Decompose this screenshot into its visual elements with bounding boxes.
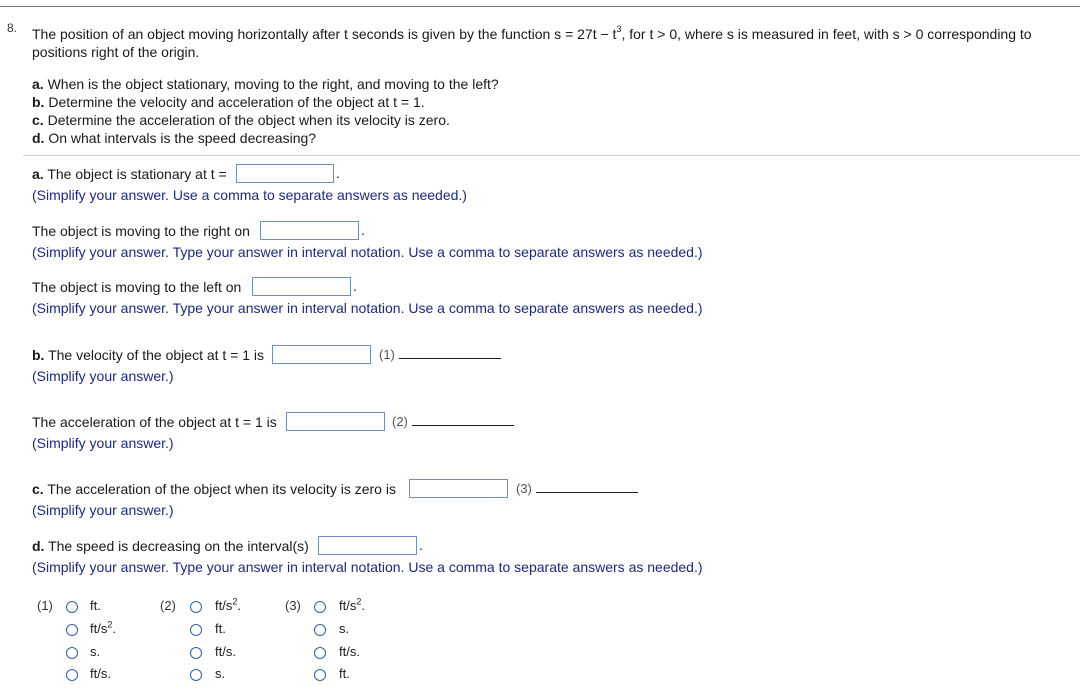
acceleration-unit-ref: (2) [392,414,408,429]
unit-1-option-2-radio[interactable] [66,624,78,636]
speed-decreasing-label: d. The speed is decreasing on the interval(s) [32,538,309,554]
unit-1-option-4-text: ft/s. [90,666,111,681]
moving-right-period: . [361,222,365,238]
unit-1-option-3-radio[interactable] [66,647,78,659]
unit-2-option-1-radio[interactable] [190,601,202,613]
stationary-hint: (Simplify your answer. Use a comma to separate answers as needed.) [32,187,467,203]
moving-left-period: . [353,278,357,294]
moving-left-input[interactable] [252,277,351,296]
moving-right-label: The object is moving to the right on [32,223,250,239]
stationary-label: a. The object is stationary at t = [32,166,227,182]
unit-1-option-1-text: ft. [90,598,101,613]
unit-2-option-2-text: ft. [215,621,226,636]
unit-3-option-4-radio[interactable] [314,669,326,681]
velocity-hint: (Simplify your answer.) [32,368,174,384]
speed-decreasing-hint: (Simplify your answer. Type your answer in interval notation. Use a comma to separate answers as needed.) [32,559,703,575]
acceleration-hint: (Simplify your answer.) [32,435,174,451]
unit-2-option-3-radio[interactable] [190,647,202,659]
question-number: 8. [7,21,18,35]
zero-velocity-accel-hint: (Simplify your answer.) [32,502,174,518]
unit-1-option-2-text: $ft/s^2$. [90,619,116,636]
unit-3-option-4-text: ft. [339,666,350,681]
unit-1-option-4-radio[interactable] [66,669,78,681]
stationary-period: . [336,165,340,181]
unit-2-option-2-radio[interactable] [190,624,202,636]
unit-2-option-4-radio[interactable] [190,669,202,681]
part-b-prompt: b. Determine the velocity and acceleration of the object at t = 1. [32,94,425,110]
velocity-unit-ref: (1) [379,347,395,362]
velocity-input[interactable] [272,345,371,364]
unit-2-option-1-text: $ft/s^2$. [215,596,241,613]
unit-3-option-3-radio[interactable] [314,647,326,659]
zero-velocity-accel-unit-blank [536,492,638,493]
acceleration-label: The acceleration of the object at t = 1 is [32,414,277,430]
acceleration-input[interactable] [286,412,385,431]
unit-1-option-3-text: s. [90,644,101,659]
acceleration-unit-blank [412,425,514,426]
top-divider [0,6,1080,7]
unit-3-option-2-radio[interactable] [314,624,326,636]
moving-right-hint: (Simplify your answer. Type your answer in interval notation. Use a comma to separate answers as needed.) [32,244,703,260]
unit-3-option-3-text: ft/s. [339,644,360,659]
unit-2-option-3-text: ft/s. [215,644,236,659]
zero-velocity-accel-input[interactable] [409,479,508,498]
moving-right-input[interactable] [260,221,359,240]
speed-decreasing-period: . [419,537,423,553]
speed-decreasing-input[interactable] [318,536,417,555]
moving-left-hint: (Simplify your answer. Type your answer in interval notation. Use a comma to separate answers as needed.) [32,300,703,316]
unit-1-option-1-radio[interactable] [66,601,78,613]
unit-group-3-label: (3) [285,598,301,613]
part-c-prompt: c. Determine the acceleration of the object when its velocity is zero. [32,112,450,128]
unit-group-1-label: (1) [37,598,53,613]
zero-velocity-accel-label: c. The acceleration of the object when its velocity is zero is [32,481,396,497]
unit-3-option-2-text: s. [339,621,350,636]
unit-3-option-1-radio[interactable] [314,601,326,613]
unit-2-option-4-text: s. [215,666,226,681]
moving-left-label: The object is moving to the left on [32,279,242,295]
stationary-input[interactable] [236,164,334,183]
section-divider [23,155,1080,156]
problem-statement-line2: positions right of the origin. [32,44,200,60]
velocity-unit-blank [399,358,501,359]
problem-statement-line1: The position of an object moving horizontally after t seconds is given by the function $s = 27t - t^3$, for t > 0, where s is measured in feet, with s > 0 corresponding to [32,24,1032,42]
unit-group-2-label: (2) [160,598,176,613]
part-d-prompt: d. On what intervals is the speed decreasing? [32,130,317,146]
zero-velocity-accel-unit-ref: (3) [516,481,532,496]
part-a-prompt: a. When is the object stationary, moving to the right, and moving to the left? [32,76,499,92]
velocity-label: b. The velocity of the object at t = 1 is [32,347,265,363]
unit-3-option-1-text: $ft/s^2$. [339,596,365,613]
